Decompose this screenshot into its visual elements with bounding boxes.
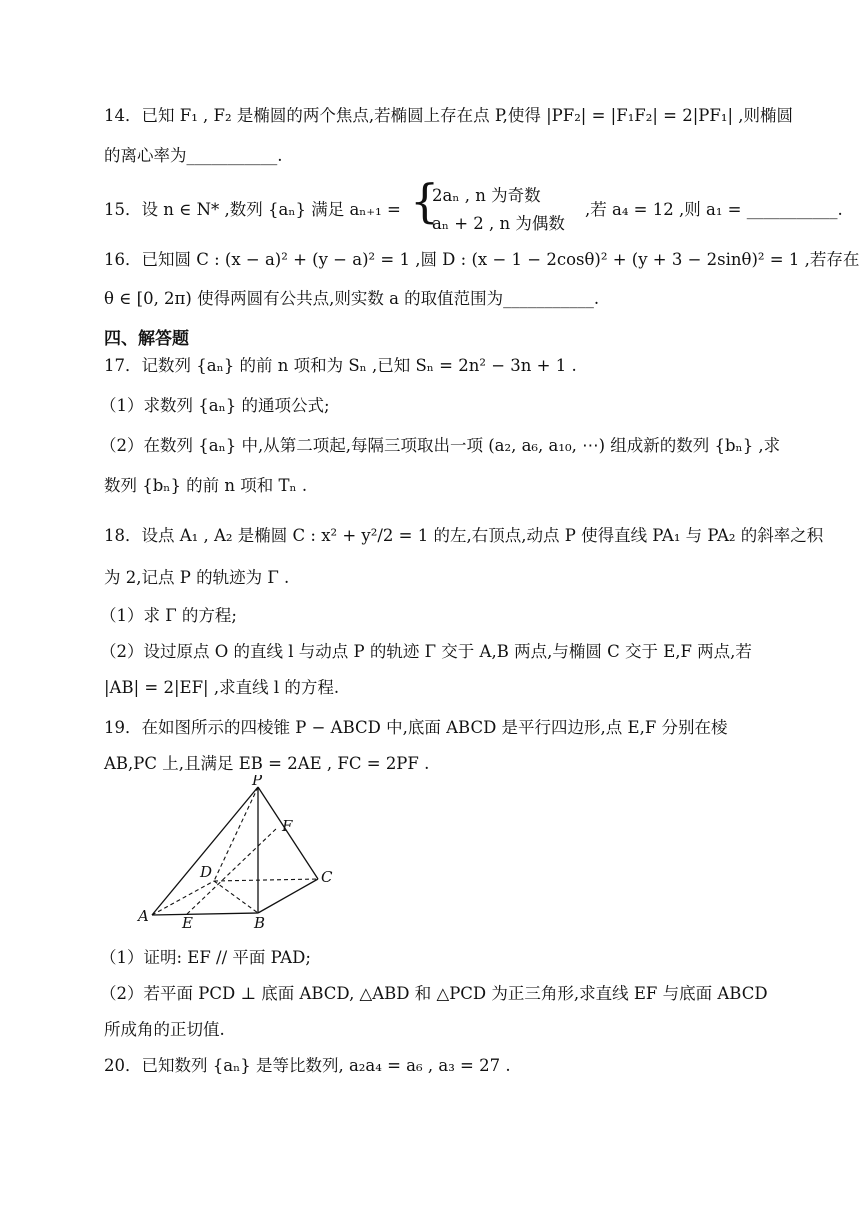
q19-part-2a: （2）若平面 PCD ⊥ 底面 ABCD, △ABD 和 △PCD 为正三角形,求直线 EF 与底面 ABCD [100,984,768,1003]
edge-AD [152,881,214,915]
q15-lead: 15．设 n ∈ N* ,数列 {aₙ} 满足 aₙ₊₁ = [104,200,401,219]
label-F: F [282,817,293,835]
q20-line-1: 20．已知数列 {aₙ} 是等比数列, a₂a₄ = a₆ , a₃ = 27 . [104,1056,511,1075]
edge-PD [214,787,258,881]
q17-part-2b: 数列 {bₙ} 的前 n 项和 Tₙ . [104,476,308,495]
q15-case-odd: 2aₙ , n 为奇数 [432,186,541,205]
pyramid-figure [130,775,350,930]
q15-brace: { [410,174,440,228]
section-heading-4: 四、解答题 [104,329,189,349]
label-P: P [252,775,263,789]
q18-part-2a: （2）设过原点 O 的直线 l 与动点 P 的轨迹 Γ 交于 A,B 两点,与椭圆 C 交于 E,F 两点,若 [100,642,752,661]
q16-line-1: 16．已知圆 C : (x − a)² + (y − a)² = 1 ,圆 D : (x − 1 − 2cosθ)² + (y + 3 − 2sinθ)² = 1 ,若存在 [104,250,860,269]
label-B: B [254,914,266,930]
diag-DB [214,881,258,913]
q18-line-1: 18．设点 A₁ , A₂ 是椭圆 C : x² + y²/2 = 1 的左,右顶点,动点 P 使得直线 PA₁ 与 PA₂ 的斜率之积 [104,526,824,545]
edge-AB [152,913,258,915]
q18-part-2b: |AB| = 2|EF| ,求直线 l 的方程. [104,678,340,697]
q19-part-1: （1）证明: EF // 平面 PAD; [100,948,311,967]
q19-part-2b: 所成角的正切值. [104,1020,225,1039]
label-A: A [138,907,149,925]
label-C: C [321,868,333,886]
edge-PA [152,787,258,915]
q19-line-2: AB,PC 上,且满足 EB = 2AE , FC = 2PF . [104,754,430,773]
q19-line-1: 19．在如图所示的四棱锥 P − ABCD 中,底面 ABCD 是平行四边形,点 E,F 分别在棱 [104,718,728,737]
label-D: D [200,863,213,881]
q18-line-2: 为 2,记点 P 的轨迹为 Γ . [104,568,290,587]
q18-part-1: （1）求 Γ 的方程; [100,606,237,625]
q15-case-even: aₙ + 2 , n 为偶数 [432,214,565,233]
q14-line-1: 14．已知 F₁ , F₂ 是椭圆的两个焦点,若椭圆上存在点 P,使得 |PF₂| = |F₁F₂| = 2|PF₁| ,则椭圆 [104,106,794,125]
q17-part-1: （1）求数列 {aₙ} 的通项公式; [100,396,330,415]
q15-tail: ,若 a₄ = 12 ,则 a₁ = ___________. [585,200,843,219]
q16-line-2: θ ∈ [0, 2π) 使得两圆有公共点,则实数 a 的取值范围为___________. [104,289,600,308]
edge-BC [258,879,318,913]
q17-line-1: 17．记数列 {aₙ} 的前 n 项和为 Sₙ ,已知 Sₙ = 2n² − 3n + 1 . [104,356,577,375]
edge-DC [214,879,318,881]
label-E: E [182,914,193,930]
q17-part-2a: （2）在数列 {aₙ} 中,从第二项起,每隔三项取出一项 (a₂, a₆, a₁₀, ⋯) 组成新的数列 {bₙ} ,求 [100,436,781,455]
q14-line-2: 的离心率为___________. [104,146,283,165]
